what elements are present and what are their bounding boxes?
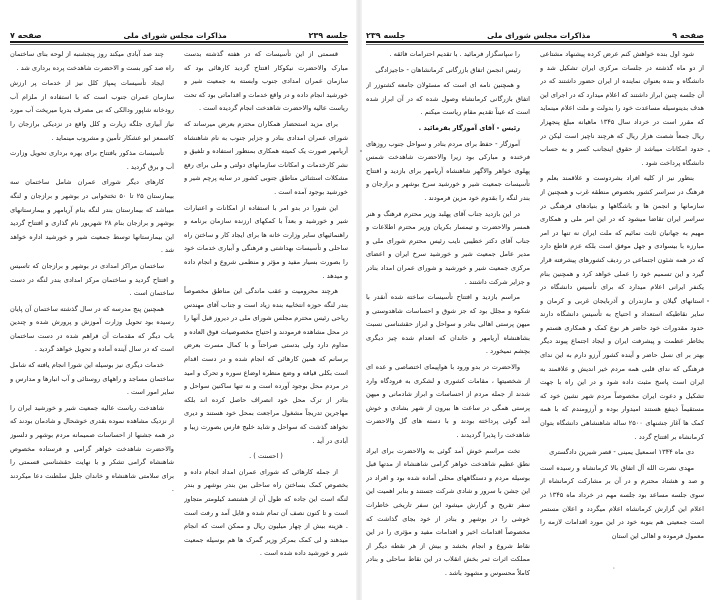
header-rule-thin: [366, 44, 704, 45]
scan-speck: [707, 300, 709, 302]
left-page-columns: [10, 48, 348, 592]
left-session-number: جلسه ۲۳۹: [308, 31, 348, 40]
right-page-number: صفحه ۹: [672, 31, 704, 40]
header-rule: [10, 41, 348, 43]
paragraph: از جمله کارهائی که شورای عمران امداد انجام داده و بخصوص کمک بساختن راه ساحلی بین بندر بوشهر و بندر لنگه است این جاده که طول آن از هشتصد کیلومتر متجاوز است و تا کنون نصف آن تمام شده و قابل آمد و رفت است . هزینه بیش از چهار میلیون ریال و ممکن است که انجام میدهند و لی کمک بمرکز وزیر گمرک ها هم بوسیله جمعیت شیر و خورشید داده شده است .: [184, 467, 348, 558]
right-page-columns: [366, 48, 704, 592]
left-page-column-left: [10, 48, 174, 592]
paragraph: خدمات دیگری نیز بوسیله این شورا انجام یافته که شامل ساختمان مساجد و راههای روستائی و آب انبارها و مدارس و سایر امور است .: [10, 361, 174, 397]
scan-speck: [360, 150, 362, 152]
paragraph: تأسیسات مذکور بافتتاح برای بهره برداری تحویل وزارت آب و برق گردید .: [10, 149, 174, 171]
paragraph: را سپاسگزار فرمائید . با تقدیم احترامات فائقه .: [389, 50, 520, 58]
paragraph: رئیس انجمن اتفاق بازرگانی کرمانشاهان - حاجیزادگی: [375, 65, 521, 74]
header-rule-thin: [10, 44, 348, 45]
paragraph: ایجاد تأسیسات پمپاژ کلل نیز از خدمات پر ارزش سازمان عمران جنوب است که با استفاده از ملزام آب رودخانه شاپور ودالکی که بی مصرف بدریا میریخت آب مورد نیاز آبیاری جلگه زیارت و کلل واقع در نزدیکی برازجان را کاسمعز ابو عشکار تأمین و مشروب مینماید .: [10, 79, 174, 142]
footer-mark: ۰: [612, 564, 616, 572]
left-page-running-title: مذاکرات مجلس شورای ملی: [123, 31, 227, 40]
paragraph: چند صد آبادی میکند روز پنجشنبه از لوحه بنای ساختمان راه صد کور بست و الاحضرت شاهدخت پرده برداری شد .: [10, 50, 174, 72]
left-page: [0, 0, 356, 600]
paragraph: بنظور نیز از کلیه افراد بشردوست و علاقمند بعلم و فرهنگ در سراسر کشور بخصوص منطقه غرب و همچنین از سازمانها و انجمن ها و باشگاهها و بنیادهای فرهنگی در سراسر ایران تقاضا میشود که در این امر ملی و همکاری مهیم به جهانیان ثابت نمائیم که ملت ایران نه تنها در امر مبارزه با بیسوادی و جهل موفق است بلکه عزم قاطع دارد که در همه شئون اجتماعی در ردیف کشورهای پیشرفته قرار گیرد و این تسمیم خود را عملی خواهد کرد و همچنین بنام یکنفر ایرانی اعلام میدارد که برای تأسیس دانشگاه در استانهای گیلان و مازندران و آذربایجان غربی و کرمان و سایر نقاطیکه استعداد و احتیاج به تأسیس دانشگاه دارند حدود مقدورات خود حاضر هر نوع کمک و همکاری هستم و بخاطر عظمت و پیشرفت ایران و ایجاد اجتماع پیوند دیگر بهتر بر ای نسل حاضر و آینده کشور آرزو دارم به این ندای فرهنگی که ندای قلبی همه مردم خیر اندیش و علاقمند به ایران است پاسخ مثبت داده شود و در این راه با جهت تشکیل و دعوت ایران مخصوصاً مردم شهر نشین خود که مستقیماً ذینفع هستند امیدوار بوده و آرزومندم که با همه کمک ها آغاز جشنهای ۲۵۰۰ ساله شاهنشاهی دانشگاه بتوان کرمانشاه بر افتتاح گردد .: [540, 174, 704, 441]
paragraph: هرچند محرومیت و عقب ماندگی این مناطق مخصوصاً بندر لنگه حوزه انتخابیه بنده زیاد است و جناب آقای مهندس ریاحی رئیس محترم مجلس شورای ملی در دیروز قبل آنها را در محل مشاهده فرمودند و احتیاج مخصوصیات فوق العاده و مداوم دارد ولی بدستی صراحتاً و با کمال مسرت بعرض برسانم که همین کارهائی که انجام شده و در دست اقدام است بکلی قیافه و وضع منظره اوضاع سوره و تحرک و امید در مردم محل بوجود آورده است و نه تنها ساکنین سواحل و بنادر از ترک محل خود انصراف حاصل کرده اند بلکه مهاجرین تدریجاً مشغول مراجعت بمحل خود هستند و دیری نخواهد گذشت که سواحل و شاید خلیج فارس بصورت زیبا و آبادی در آید .: [184, 287, 348, 445]
paragraph: همچنین پنج مدرسه که در سال گذشته ساختمان آن پایان رسیده بود تحویل وزارت آموزش و پرورش شده و چندین باب دیگر که مقدمات آن فراهم شده در دست ساختمان است که در سال آینده آماده و تحویل خواهد گردید .: [10, 304, 174, 354]
header-rule: [366, 41, 704, 43]
scan-speck: [708, 150, 710, 152]
paragraph: برای مزید استحضار همکاران محترم بعرض میرساند که شورای عمران امدادی بنادر و جزایر جنوب به نام شاهنشاه آریامهر صورت یک کمیته همکاری بمنظور استفاده و تلفیق و نشر کارخدمات و امکانات سازمانهای دولتی و ملی برای رفع مشکلات استثنائی مناطق جنوبی کشور در سایه پرچم شیر و خورشید بوجود آمده است .: [184, 119, 348, 196]
paragraph: ساختمان مراکز امدادی در بوشهر و برازجان که تاسیس و افتتاح گردید و ساختمان مرکز امدادی بندر لنگه در دست ساختمان است .: [10, 261, 174, 298]
paragraph: رئیس - آقای آموزگار بفرمائید .: [418, 123, 520, 132]
paragraph: دی ماه ۱۳۴۴ اسمعیل یمینی - قصر شیرین دادگستری: [549, 448, 694, 457]
paragraph: این شورا در بدو امر با استفاده از امکانات و اعتبارات شیر و خورشید و بعداً با کمکهای ارزنده سازمان برنامه و راهنمائیهای سایر وزارت خانه ها برای ایجاد کار و ساختن راه ساحلی و تأسیسات بهداشتی و فرهنگی و آبیاری خدمات خود را بصورت بسیار مفید و مؤثر و منظمی شروع و انجام داده و میدهد .: [184, 203, 348, 280]
right-page-column-right: [540, 48, 704, 592]
paragraph: در این بازدید جناب آقای پهلبد وزیر محترم فرهنگ و هنر همسر والاحضرت و تیمسار بکریان وزیر محترم اطلاعات و جناب آقای دکتر خطیبی نایب رئیس محترم شورای ملی و مدیر عامل جمعیت شیر و خورشید سرخ ایران و اعضای مرکزی جمعیت شیر و خورشید و شورای عمران امداد بنادر و جزایر شرکت داشتند .: [366, 209, 530, 286]
left-page-column-right: [184, 48, 348, 592]
paragraph: مراسم بازدید و افتتاح تأسیسات ساخته شده آنقدر با شکوه و مجلل بود که جز شوق و احساسات شاهدوستی و میهن پرستی اهالی بنادر و سواحل و ابراز حقشناسی نسبت بشاهنشاه آریامهر و خاندان که انعدام شده چیز دیگری بچشم نمیخورد .: [366, 293, 530, 356]
left-page-number: صفحه ۷: [10, 31, 42, 40]
right-page-header: [366, 24, 704, 40]
paragraph: مهدی نصرت الله آل اتفاق بالا کرمانشاه و رسیده است و صد و هشتاد محترم و در آن بر مشارکت کرمانشاه از سوی جلسه مساعد بود جلسه مهم در خرداد ماه ۱۳۴۵ در اعلام این گزارش کرمانشاه اعلام میگردد و اعلان مستمر است جمعیتی هم بنوبه خود در این مورد اقدامات لازمه را معمول فرموده و اهالی این استان: [540, 463, 704, 540]
right-page-column-left: [366, 48, 530, 592]
right-page: [362, 0, 716, 600]
paragraph: تخت مراسم خوش آمد گوئی به والاحضرت برای ایراد نطق عظیم شاهدخت خواهر گرامی شاهنشاه از مدتها قبل بوسیله مردم و دستگاههای محلی آماده شده بود و افراد در این جشن با سرور و شادی شرکت جستند و بنابر اهمیت این سفر تفریح و گزارش میشود این سفر تاریخی خاطرات خوشی را در بوشهر و بنادر از خود بجای گذاشت که مخصوصاً اقدامات اخیر و اقدامات مفید و مؤثری را در این نقاط شروع و انجام بخشد و بیش از هر نقطه دیگر از مملکت اثرات ثمر بخش انقلاب در این نقاط ساحلی و بنادر کاملاً محسوس و مشهود باشد .: [366, 446, 530, 577]
paragraph: قسمتی از این تأسیسات که در هفته گذشته بدست مبارک والاحضرت نیکوکار افتتاح گردید کارهائی بود که سازمان عمران امدادی جنوب وابسته به جمعیت شیر و خورشید انجام داده و در واقع خدمات و اقداماتی بود که تحت ریاست عالیه والاحضرت شاهدخت انجام گردیده است .: [184, 50, 348, 113]
paragraph: و همچنین نامه ای است که مسئولان جامعه کشتوزر از اتفاق بازرگانی کرمانشاه وصول شده که در آن ابراز شده است که عیناً تقدیم مقام ریاست میکنم .: [366, 81, 530, 117]
paragraph: والاحضرت در بدو ورود با هواپیمای اختصاصی و عده ای از شخصیتها ، مقامات کشوری و لشکری به فرودگاه وارد شدند از جمله مردم از احساسات و ابراز شادمانی و میهن پرستی همگی در ساعت ها بیرون از شهر بشادی و خوش آمد گوئی پرداخته بودند و با دسته های گل والاحضرت شاهدخت را پذیرا گردیدند .: [366, 363, 530, 440]
left-page-header: [10, 24, 348, 40]
paragraph: شود اول بنده خواهش کنم عرض کرده پیشنهاد مشتاعی از دو ماه گذشته در جلسات مرکزی ایران تشکیل شد و دانشگاه و بنده بعنوان نماینده از ایران حضور داشتند که در آن جلسه چنین ابراز داشتند که اعلام میدارد که در اجرای این هدف بدینوسیله مساعدت خود را بدولت و ملت اعلام مینماید که مقرر است در خرداد سال ۱۳۴۵ ماهیانه مبلغ پنجهزار ریال جمعاً شصت هزار ریال که هرچند ناچیز است لیکن در حدود امکانات میباشد از حقوق اینجانب کسر و به حساب دانشگاه پرداخت شود .: [540, 50, 704, 167]
right-page-running-title: مذاکرات مجلس شورای ملی: [487, 31, 591, 40]
paragraph: کارهای دیگر شورای عمران شامل ساختمان سه بیمارستان ۲۵ تا ۵۰ تختخوابی در بوشهر و برازجان و لنگه میباشد که بیمارستان بندر لنگه بنام آریامهر و بیمارستانهای بوشهر و برازجان بنام ۲۸ شهریور نام گذاری و افتتاح گردید این بیمارستانها توسط جمعیت شیر و خورشید اداره خواهد شد .: [10, 178, 174, 255]
paragraph: ( احسنت ) .: [249, 452, 283, 461]
paragraph: آموزگار - حفظ برای مردم بنادر و سواحل جنوب روزهای فرخنده و مبارکی بود زیرا والاحضرت شاهدخت شمس پهلوی خواهر والاگهر شاهنشاه آریامهر برای بازدید و افتتاح تأسیسات جمعیت شیر و خورشید سرخ بوشهر و برازجان و بندر لنگه را بقدوم خود مزین فرمودند .: [366, 139, 530, 202]
paragraph: شاهدخت ریاست عالیه جمعیت شیر و خورشید ایران را از نزدیک مشاهده نموده بقدری خوشحال و شادمان بودند که در همه جشنها از احساسات صمیمانه مردم بوشهر و دلسوز والاحضرت شاهدخت خواهر گرامی و فرستاده مخصوص شاهنشاه گرامی تشکر و با نهایت حقشناسی قسمتی را برای سلامتی شاهنشاه و خاندان جلیل سلطنت دعا میکردند .: [10, 403, 174, 494]
right-session-number: جلسه ۲۳۹: [366, 31, 406, 40]
